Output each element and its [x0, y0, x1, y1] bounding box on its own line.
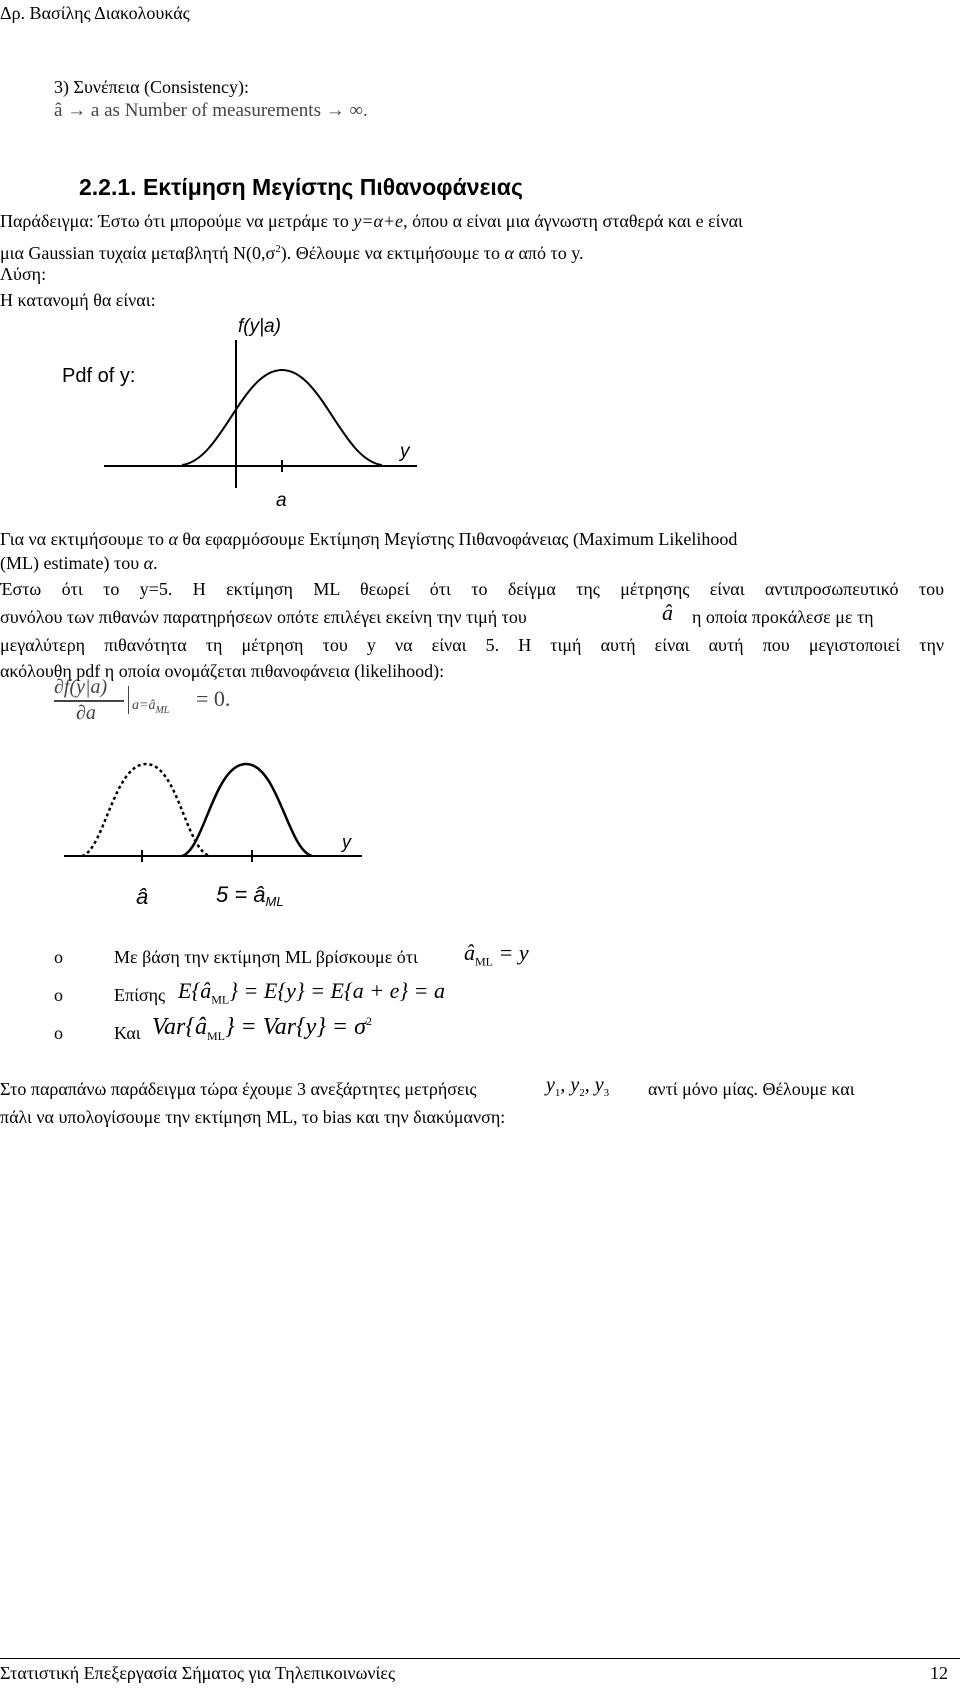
para2-line-1: [0, 528, 737, 550]
para4-line-1-pre: Στο παραπάνω παράδειγμα τώρα έχουμε 3 ανεξάρτητες μετρήσεις: [0, 1079, 477, 1099]
section-heading: [79, 174, 523, 201]
para3-line-2-pre: συνόλου των πιθανών παρατηρήσεων οπότε επιλέγει εκείνη την τιμή του: [0, 607, 527, 627]
x-axis-label: y: [400, 441, 410, 462]
eq-numerator: ∂f(y|a): [54, 676, 108, 698]
figure-ml-estimate: [42, 736, 382, 916]
eq-rhs: = 0.: [196, 686, 231, 711]
text: ). Θέλουμε να εκτιμήσουμε το: [280, 243, 505, 263]
subscript: ML: [206, 1028, 225, 1043]
consistency-label: 3) Συνέπεια (Consistency):: [54, 77, 249, 97]
subscript: 1: [554, 1087, 561, 1099]
section-title: Εκτίμηση Μεγίστης Πιθανοφάνειας: [142, 174, 523, 200]
text: â: [464, 940, 475, 965]
subscript: ML: [211, 992, 230, 1007]
eq-evaluated-at: [132, 698, 169, 716]
text: .: [153, 553, 158, 573]
likelihood-curve: [182, 764, 312, 856]
text: θα εφαρμόσουμε Εκτίμηση Μεγίστης Πιθανοφάνειας (Maximum Likelihood: [177, 529, 738, 549]
eq-denominator: ∂a: [76, 702, 96, 724]
bullet-marker: o: [54, 947, 63, 967]
subscript: 3: [603, 1087, 610, 1099]
superscript: 2: [275, 243, 281, 255]
prior-curve-dotted: [82, 764, 210, 856]
gaussian-curve: [182, 370, 382, 465]
bullet-1-math: [464, 940, 529, 969]
y-axis-label: f(y|a): [238, 316, 281, 337]
text: y: [594, 1074, 604, 1096]
bullet-marker: o: [54, 985, 63, 1005]
footer-rule: [0, 1658, 960, 1659]
text: y: [546, 1074, 555, 1096]
section-number: 2.2.1.: [79, 174, 137, 200]
para3-line-2-post: η οποία προκάλεσε με τη: [692, 607, 874, 627]
subscript: ML: [265, 894, 284, 909]
pdf-plot: [42, 310, 442, 518]
alpha-symbol: α: [168, 529, 178, 549]
subscript: ML: [155, 704, 170, 716]
text: Παράδειγμα: Έστω ότι μπορούμε να μετράμε το: [0, 211, 354, 231]
para3-line-4: ακόλουθη pdf η οποία ονομάζεται πιθανοφάνεια (likelihood):: [0, 661, 445, 681]
bullet-2-text: Επίσης: [114, 985, 166, 1005]
text: (ML) estimate) του: [0, 553, 144, 573]
solution-label: Λύση:: [0, 264, 47, 284]
consistency-formula: â → a as Number of measurements → ∞.: [54, 100, 368, 121]
bullet-3-math: [152, 1014, 372, 1044]
bullet-marker: o: [54, 1023, 63, 1043]
subscript: 2: [579, 1087, 585, 1099]
text: Var{â: [152, 1014, 207, 1040]
ml-label: [216, 882, 284, 909]
mean-label: a: [276, 490, 287, 511]
text: = y: [493, 940, 529, 965]
example-line-2: [0, 238, 584, 264]
text: } = Var{y} = σ: [224, 1014, 366, 1040]
text: 5 = â: [216, 882, 266, 907]
figure-title: Pdf of y:: [62, 365, 136, 387]
ml-plot: [42, 736, 382, 916]
text: , όπου α είναι μια άγνωστη σταθερά και e είναι: [403, 211, 743, 231]
text: E{â: [178, 978, 212, 1003]
text: y: [570, 1074, 580, 1096]
page-number: 12: [930, 1663, 948, 1683]
alpha-symbol: α: [143, 553, 154, 573]
bullet-1-text: Με βάση την εκτίμηση ML βρίσκουμε ότι: [114, 947, 418, 967]
para3-line-1: Έστω ότι το y=5. Η εκτίμηση ML θεωρεί ότι το δείγμα της μέτρησης είναι αντιπροσωπευτικό του: [0, 579, 944, 599]
bullet-3-text: Και: [114, 1023, 141, 1043]
text: από το y.: [513, 243, 584, 263]
text: μια Gaussian τυχαία μεταβλητή N(0,σ: [0, 243, 276, 263]
footer-title: Στατιστική Επεξεργασία Σήματος για Τηλεπικοινωνίες: [0, 1663, 396, 1683]
text: Για να εκτιμήσουμε το: [0, 529, 169, 549]
example-line-1: [0, 210, 743, 232]
header-author: Δρ. Βασίλης Διακολουκάς: [0, 3, 190, 23]
subscript: ML: [475, 954, 493, 969]
para2-line-2: [0, 552, 158, 574]
text: } = E{y} = E{a + e} = a: [229, 978, 446, 1003]
text: a=â: [132, 698, 156, 713]
x-axis-label: y: [342, 832, 351, 852]
para4-line-1-post: αντί μόνο μίας. Θέλουμε και: [648, 1079, 855, 1099]
a-hat-label: â: [136, 884, 149, 909]
bullet-2-math: [178, 978, 445, 1007]
distribution-label: Η κατανομή θα είναι:: [0, 290, 156, 310]
likelihood-equation: [54, 676, 254, 724]
para4-line-2: πάλι να υπολογίσουμε την εκτίμηση ML, το bias και την διακύμανση:: [0, 1107, 506, 1127]
evaluation-bar: [128, 686, 129, 714]
para3-line-3: μεγαλύτερη πιθανότητα τη μέτρηση του y να είναι 5. Η τιμή αυτή είναι αυτή που μεγιστοποιεί την: [0, 635, 944, 655]
alpha-symbol: α: [504, 243, 514, 263]
a-hat-symbol: â: [662, 600, 673, 625]
figure-pdf-of-y: [42, 310, 442, 518]
measurements-math: $y_1$, $y_2$, $y_3$: [546, 1074, 610, 1099]
superscript: 2: [365, 1014, 372, 1028]
equation: y=α+e: [353, 211, 404, 231]
